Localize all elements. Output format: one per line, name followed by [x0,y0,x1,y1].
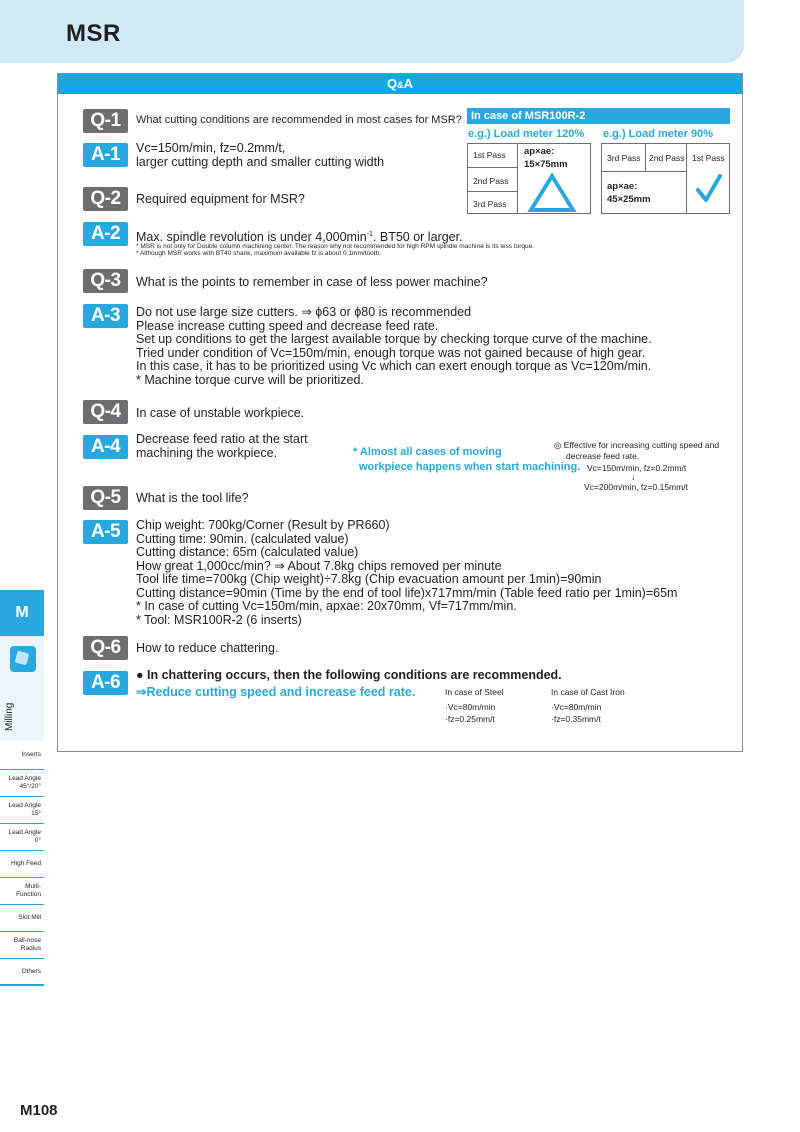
q6-label: Q-6 [83,636,128,660]
a6-label: A-6 [83,671,128,695]
sidebar-item-inserts[interactable] [0,741,44,770]
a6-steel-head: In case of Steel [445,687,504,697]
a2-label: A-2 [83,222,128,246]
a6-iron-head: In case of Cast Iron [551,687,625,697]
a1-line1: Vc=150m/min, fz=0.2mm/t, [136,141,286,155]
diagram-left-pass1: 1st Pass [473,150,506,160]
a4-effect-line2: decrease feed rate. [566,451,640,461]
a4-label: A-4 [83,435,128,459]
sidebar-item-label: Ball-nose [13,937,41,944]
a5-label: A-5 [83,520,128,544]
diagram-left-vdivider [517,143,518,214]
diagram-right-hdivider [601,171,686,172]
q3-text: What is the points to remember in case of less power machine? [136,275,488,289]
a4-cond1: Vc=150m/min, fz=0.2mm/t [587,463,687,473]
diagram-left-divider-2 [467,191,517,192]
a2-text-pre: Max. spindle revolution is under 4,000min [136,230,367,245]
a5-line: * In case of cutting Vc=150m/min, apxae: 20x70mm, Vf=717mm/min. [136,599,517,613]
qa-header-bar [58,74,742,94]
a4-note-line1: * Almost all cases of moving [353,446,502,458]
a5-line: How great 1,000cc/min? ⇒ About 7.8kg chips removed per minute [136,558,502,573]
q5-text: What is the tool life? [136,491,249,505]
a6-steel-fz: ·fz=0.25mm/t [445,714,495,724]
a4-arrow: ↓ [631,472,636,482]
a5-text [136,519,677,627]
diagram-right-pass1: 1st Pass [692,153,725,163]
a6-line1: ● In chattering occurs, then the following conditions are recommended. [136,668,562,682]
triangle-warning-icon [527,172,577,214]
a3-line: In this case, it has to be prioritized using Vc which can exert enough torque as Vc=120m/min. [136,359,652,373]
sidebar-item-lead-angle-0[interactable] [0,824,44,851]
page-number: M108 [20,1102,58,1119]
diagram-right-param: ap×ae: [607,181,638,192]
a3-line: * Machine torque curve will be prioritized. [136,372,364,387]
a3-line: Set up conditions to get the largest available torque by checking torque curve of the machine. [136,332,652,346]
sidebar-item-label: 15° [31,810,41,817]
sidebar-item-label: 0° [34,837,41,844]
checkmark-icon [694,172,724,206]
sidebar-item-multi-function[interactable] [0,878,44,905]
a5-line: * Tool: MSR100R-2 (6 inserts) [136,612,302,627]
sidebar-category-label: Milling [4,702,15,731]
qa-bar-q: Q [386,76,398,91]
sidebar-item-label: Others [21,967,41,975]
diagram-left-sub: e.g.) Load meter 120% [468,128,585,140]
a6-iron-fz: ·fz=0.35mm/t [551,714,601,724]
q1-label: Q-1 [83,109,128,133]
diagram-right-vdivider-1 [645,143,646,171]
q4-label: Q-4 [83,400,128,424]
sidebar-category-milling[interactable] [0,636,44,741]
sidebar-item-lead-angle-45[interactable] [0,770,44,797]
sidebar-item-label: High Feed [11,860,41,867]
sidebar-items [0,741,44,986]
diagram-right-pass2: 2nd Pass [649,153,685,163]
a4-cond2: Vc=200m/min, fz=0.15mm/t [584,482,688,492]
sidebar-item-label: Function [16,891,41,898]
page-title: MSR [66,20,121,47]
sidebar-item-label: Lead Angle [8,802,41,809]
qa-bar-a: A [403,76,413,91]
a4-effect-line1: ◎ Effective for increasing cutting speed and [554,440,720,450]
a6-iron-vc: ·Vc=80m/min [551,702,602,712]
sidebar-item-slot-mill[interactable] [0,905,44,932]
a1-line2: larger cutting depth and smaller cutting width [136,155,385,169]
diagram-title: In case of MSR100R-2 [467,108,730,124]
sidebar-section-tab[interactable]: M [0,590,44,636]
diagram-right-sub: e.g.) Load meter 90% [603,128,714,140]
diagram-right-pass3: 3rd Pass [607,153,641,163]
diagram-left-pass3: 3rd Pass [473,199,507,209]
sidebar-item-label: Inserts [21,751,41,758]
diagram-left-value: 15×75mm [524,159,568,170]
q1-text: What cutting conditions are recommended in most cases for MSR? [136,114,462,126]
sidebar-item-lead-angle-15[interactable] [0,797,44,824]
a6-steel-vc: ·Vc=80m/min [445,702,496,712]
a6-line2: ⇒Reduce cutting speed and increase feed rate. [136,685,416,699]
a4-line2: machining the workpiece. [136,446,278,460]
a4-line1: Decrease feed ratio at the start [136,432,308,446]
diagram-left-divider-1 [467,167,517,168]
a3-line: Please increase cutting speed and decrease feed rate. [136,318,439,333]
sidebar-item-ball-nose-radius[interactable] [0,932,44,959]
a2-note1: * MSR is not only for Double column machining center. The reason why not recommended for high RPM spindle machine is its less torque. [136,243,535,250]
a4-note-line2: workpiece happens when start machining. [359,461,581,473]
a2-text-post: . BT50 or larger. [372,230,463,245]
a2-text-sup: -1 [366,231,373,238]
a5-line: Cutting time: 90min. (calculated value) [136,531,349,546]
sidebar-item-label: Multi- [25,883,41,890]
a3-line: Tried under condition of Vc=150m/min, enough torque was not gained because of high gear. [136,345,646,360]
a1-label: A-1 [83,143,128,167]
a3-line: Do not use large size cutters. ⇒ ϕ63 or ϕ80 is recommended [136,305,472,319]
a5-line: Tool life time=700kg (Chip weight)÷7.8kg (Chip evacuation amount per 1min)=90min [136,572,602,586]
sidebar-item-label: Lead Angle [8,775,41,782]
sidebar-item-others[interactable] [0,959,44,986]
q5-label: Q-5 [83,486,128,510]
diagram-left-pass2: 2nd Pass [473,176,509,186]
qa-bar-amp: & [397,80,404,90]
sidebar-item-label: Slot Mill [18,914,41,921]
milling-insert-icon [10,646,36,672]
q6-text: How to reduce chattering. [136,641,279,655]
a5-line: Cutting distance=90min (Time by the end of tool life)x717mm/min (Table feed ratio per 1min)=65m [136,585,678,600]
q2-text: Required equipment for MSR? [136,192,305,206]
diagram-right-value: 45×25mm [607,194,651,205]
sidebar-item-high-feed[interactable] [0,851,44,878]
diagram-right-vdivider-2 [686,143,687,214]
q3-label: Q-3 [83,269,128,293]
diagram-left-param: ap×ae: [524,146,555,157]
a5-line: Chip weight: 700kg/Corner (Result by PR660) [136,518,390,532]
q2-label: Q-2 [83,187,128,211]
a2-note2: * Although MSR works with BT40 shank, maximum available fz is about 0.1mm/tooth. [136,250,381,257]
a3-label: A-3 [83,304,128,328]
a5-line: Cutting distance: 65m (calculated value) [136,545,359,559]
sidebar-item-label: Lead Angle [8,829,41,836]
q4-text: In case of unstable workpiece. [136,406,305,420]
sidebar-item-label: Radius [20,945,41,952]
sidebar-item-label: 45°/20° [19,783,41,790]
a3-text [136,306,652,387]
